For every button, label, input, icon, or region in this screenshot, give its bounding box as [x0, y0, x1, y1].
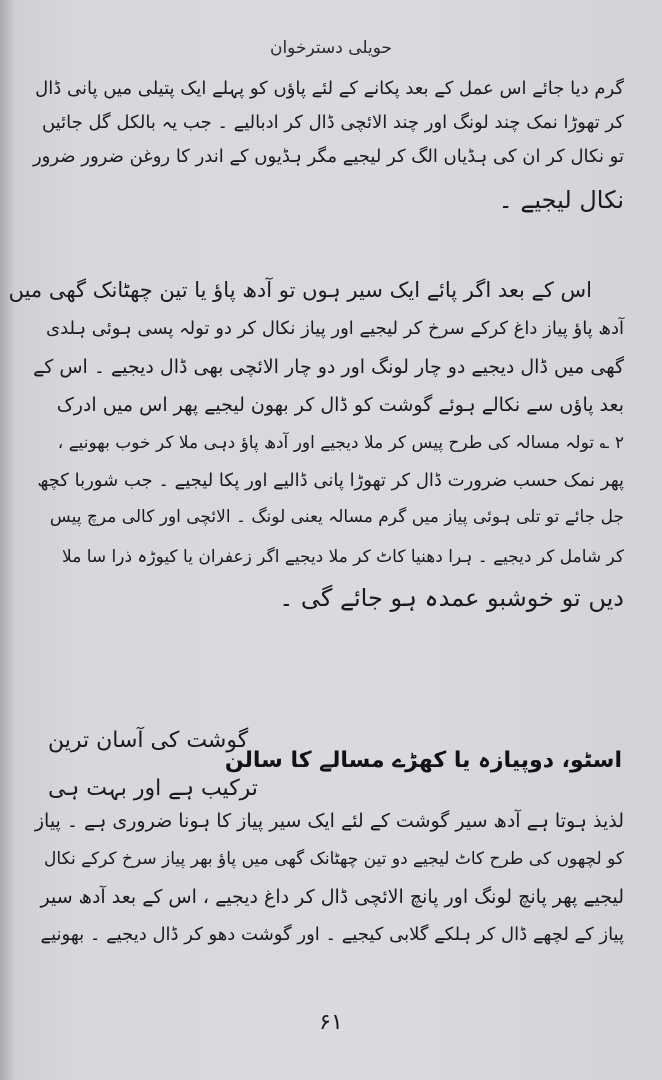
paragraph-3-line: کو لچھوں کی طرح کاٹ لیجیے دو تین چھٹانک گھی میں پاؤ بھر پیاز سرخ کرکے نکال: [44, 849, 624, 869]
paragraph-2-line: ۲ ؎ تولہ مسالہ کی طرح پیس کر ملا دیجیے اور آدھ پاؤ دہی ملا کر خوب بھونیے ،: [57, 433, 624, 453]
paragraph-3-line: پیاز کے لچھے ڈال کر ہلکے گلابی کیجیے ۔ اور گوشت دھو کر ڈال دیجیے ۔ بھونیے: [40, 924, 624, 945]
paragraph-2-line: جل جائے تو تلی ہوئی پیاز میں گرم مسالہ یعنی لونگ ۔ الائچی اور کالی مرچ پیس: [49, 507, 624, 527]
paragraph-2-line: گھی میں ڈال دیجیے دو چار لونگ اور دو چار الائچی بھی ڈال دیجیے ۔ اس کے: [33, 356, 624, 378]
paragraph-1-line: تو نکال کر ان کی ہڈیاں الگ کر لیجیے مگر ہڈیوں کے اندر کا روغن ضرور ضرور: [32, 146, 624, 167]
paragraph-3-line: لذیذ ہوتا ہے آدھ سیر گوشت کے لئے ایک سیر پیاز کا ہونا ضروری ہے ۔ پیاز: [34, 810, 624, 832]
recipe-side-caption-1: گوشت کی آسان ترین: [48, 728, 249, 753]
paragraph-2-line: اس کے بعد اگر پائے ایک سیر ہوں تو آدھ پاؤ یا تین چھٹانک گھی میں: [8, 278, 592, 302]
paragraph-1-line: نکال لیجیے ۔: [498, 186, 624, 214]
paragraph-2-line: بعد پاؤں سے نکالے ہوئے گوشت کو ڈال کر بھون لیجیے پھر اس میں ادرک: [56, 394, 624, 416]
paragraph-2-line: دیں تو خوشبو عمدہ ہو جائے گی ۔: [279, 584, 624, 612]
paragraph-1-line: کر تھوڑا نمک چند لونگ اور چند الائچی ڈال کر ادبالیے ۔ جب یہ بالکل گل جائیں: [41, 112, 624, 133]
paragraph-1-line: گرم دیا جائے اس عمل کے بعد پکانے کے لئے پاؤں کو پہلے ایک پتیلی میں پانی ڈال: [35, 78, 624, 99]
recipe-side-caption-2: ترکیب ہے اور بہت ہی: [48, 776, 258, 801]
paragraph-2-line: پھر نمک حسب ضرورت ڈال کر تھوڑا پانی ڈالیے اور پکا لیجیے ۔ جب شوربا کچھ: [37, 470, 624, 491]
running-header: حویلی دسترخوان: [269, 38, 393, 58]
paragraph-2-line: آدھ پاؤ پیاز داغ کرکے سرخ کر لیجیے اور پیاز نکال کر دو تولہ پسی ہوئی ہلدی: [46, 318, 624, 339]
paragraph-2-line: کر شامل کر دیجیے ۔ ہرا دھنیا کاٹ کر ملا دیجیے اگر زعفران یا کیوڑہ ذرا سا ملا: [62, 547, 624, 567]
paragraph-3-line: لیجیے پھر پانچ لونگ اور پانچ الائچی ڈال کر داغ دیجیے ، اس کے بعد آدھ سیر: [40, 886, 624, 908]
book-spine-shadow: [0, 0, 14, 1080]
page-number: ۶۱: [319, 1010, 343, 1035]
recipe-title: اسٹو، دوپیازہ یا کھڑے مسالے کا سالن: [224, 748, 622, 773]
